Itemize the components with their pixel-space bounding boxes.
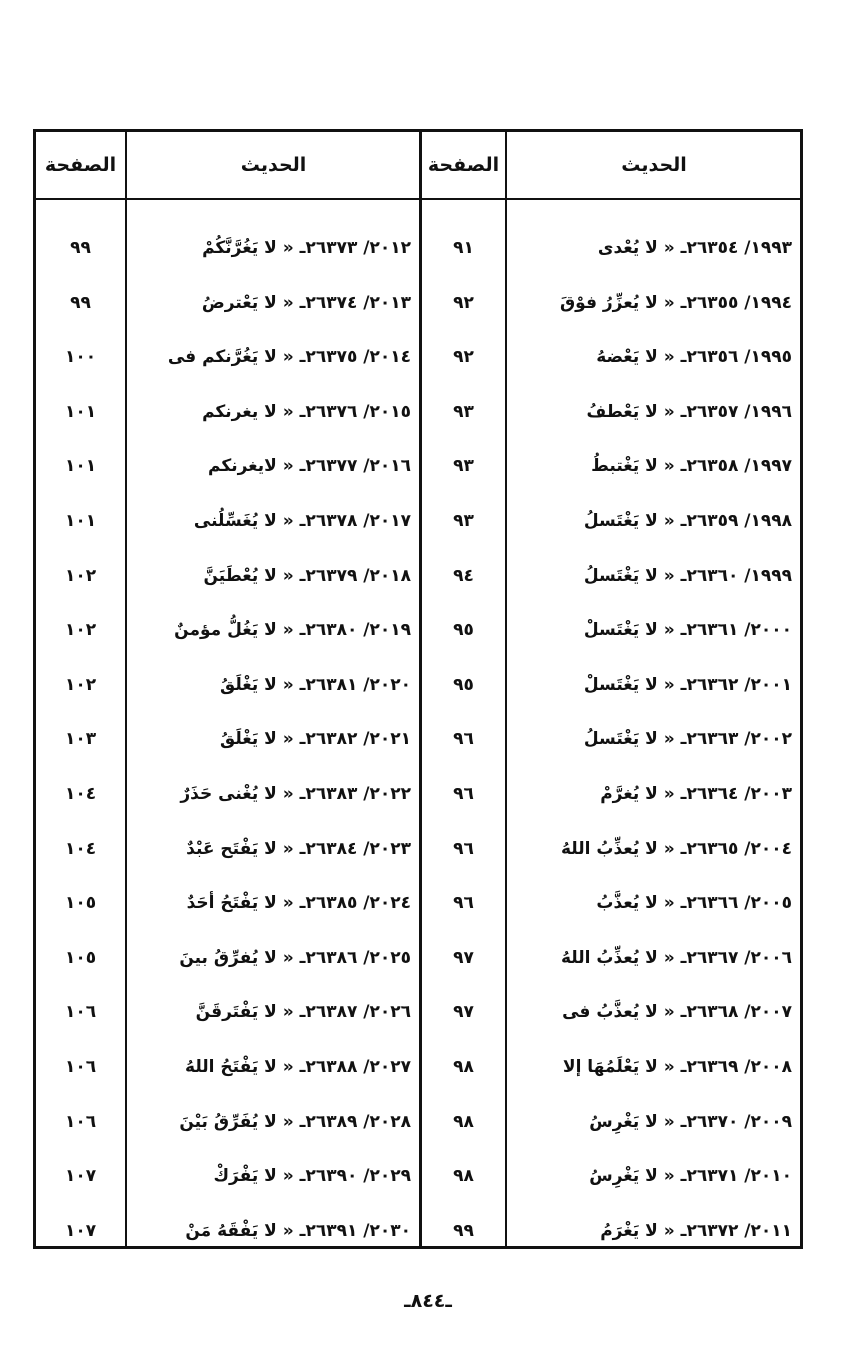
table-row — [36, 1213, 800, 1249]
table-row — [36, 667, 800, 703]
hadith-entry: ٢٠٠٩/ ٢٦٣٧٠ـ « لا يَغْرِسُ — [589, 1111, 792, 1132]
page-number-cell: ١٠٧ — [64, 1166, 97, 1187]
table-row — [36, 994, 800, 1030]
page-number-cell: ١٠١ — [64, 511, 97, 531]
table-row — [36, 885, 800, 921]
page-number-cell: ٩٣ — [453, 401, 474, 422]
hadith-entry: ٢٠٢٤/ ٢٦٣٨٥ـ « لا يَفْتَحُ أحَدٌ — [186, 893, 411, 914]
page-number-cell: ١٠٤ — [64, 784, 97, 804]
hadith-entry: ٢٠٠٨/ ٢٦٣٦٩ـ « لا يَعْلَمُهَا إلا — [562, 1057, 792, 1077]
page-number-cell: ٩٣ — [453, 456, 474, 477]
hadith-entry: ٢٠٢٧/ ٢٦٣٨٨ـ « لا يَفْتَحُ اللهُ — [185, 1057, 411, 1077]
page-number-cell: ٩٦ — [453, 838, 474, 859]
page-number-cell: ٩٩ — [70, 292, 91, 313]
hadith-entry: ٢٠١٠/ ٢٦٣٧١ـ « لا يَغْرِسُ — [589, 1166, 792, 1187]
page-number-cell: ٩٣ — [453, 511, 474, 531]
page-number-cell: ١٠٢ — [64, 674, 97, 695]
header-divider — [36, 198, 800, 200]
hadith-entry: ٢٠١٥/ ٢٦٣٧٦ـ « لا يغرنكم — [202, 401, 411, 422]
page-number-cell: ١٠٥ — [64, 893, 97, 914]
page-number-cell: ٩٧ — [453, 1002, 474, 1023]
page-number-cell: ١٠٦ — [64, 1057, 97, 1077]
hadith-entry: ٢٠٠٠/ ٢٦٣٦١ـ « لا يَغْتَسلْ — [583, 620, 792, 641]
page-number-cell: ٩٧ — [453, 947, 474, 968]
table-row — [36, 394, 800, 430]
hadith-entry: ١٩٩٤/ ٢٦٣٥٥ـ « لا يُعزِّرُ فوْقَ — [559, 292, 792, 313]
page-number-cell: ٩٨ — [453, 1057, 474, 1077]
hadith-entry: ٢٠٢٠/ ٢٦٣٨١ـ « لا يَغْلَقُ — [220, 674, 411, 695]
hadith-entry: ١٩٩٨/ ٢٦٣٥٩ـ « لا يَغْتَسلُ — [583, 511, 792, 531]
table-row — [36, 285, 800, 321]
page-number-cell: ٩٩ — [453, 1220, 474, 1241]
header-page-left: الصفحة — [44, 154, 117, 176]
hadith-entry: ٢٠٢٥/ ٢٦٣٨٦ـ « لا يُفرِّقُ بينَ — [179, 947, 411, 968]
hadith-entry: ٢٠١٨/ ٢٦٣٧٩ـ « لا يُعْطَيَنَّ — [203, 565, 411, 586]
page-number-cell: ١٠٥ — [64, 947, 97, 968]
hadith-entry: ٢٠١٤/ ٢٦٣٧٥ـ « لا يَغُرَّنكم فى — [167, 347, 411, 368]
table-row — [36, 1049, 800, 1085]
hadith-entry: ٢٠١٢/ ٢٦٣٧٣ـ « لا يَغُرَّنَّكُمْ — [202, 238, 411, 258]
hadith-entry: ٢٠٣٠/ ٢٦٣٩١ـ « لا يَفْقَهُ مَنْ — [185, 1220, 411, 1241]
table-row — [36, 503, 800, 539]
page-number-cell: ٩٦ — [453, 729, 474, 750]
header-hadith-left: الحديث — [240, 154, 307, 176]
page-number-cell: ١٠٦ — [64, 1002, 97, 1023]
page-number-cell: ١٠١ — [64, 401, 97, 422]
page-number-cell: ٩٦ — [453, 784, 474, 804]
page-number-cell: ٩٥ — [453, 674, 474, 695]
header-page-right: الصفحة — [427, 154, 500, 176]
page-number-cell: ١٠٢ — [64, 620, 97, 641]
page-number-cell: ٩٨ — [453, 1111, 474, 1132]
hadith-entry: ٢٠١٧/ ٢٦٣٧٨ـ « لا يُغَسِّلُنى — [193, 511, 411, 531]
page-number-cell: ٩٨ — [453, 1166, 474, 1187]
page-number-cell: ٩٤ — [453, 565, 474, 586]
table-row — [36, 558, 800, 594]
hadith-entry: ٢٠١٩/ ٢٦٣٨٠ـ « لا يَغُلُّ مؤمنٌ — [174, 620, 411, 641]
hadith-entry: ٢٠١١/ ٢٦٣٧٢ـ « لا يَغْرَمُ — [600, 1220, 792, 1241]
hadith-entry: ٢٠٢٦/ ٢٦٣٨٧ـ « لا يَفْتَرقَنَّ — [195, 1002, 411, 1023]
page-number-cell: ١٠٤ — [64, 838, 97, 859]
hadith-entry: ٢٠٠٧/ ٢٦٣٦٨ـ « لا يُعذَّبُ فى — [562, 1002, 792, 1023]
hadith-entry: ٢٠٠٢/ ٢٦٣٦٣ـ « لا يَغْتَسلُ — [583, 729, 792, 750]
hadith-entry: ١٩٩٦/ ٢٦٣٥٧ـ « لا يَعْطفُ — [586, 401, 792, 422]
table-row — [36, 448, 800, 484]
hadith-entry: ٢٠١٦/ ٢٦٣٧٧ـ « لايغرنكم — [208, 456, 411, 477]
hadith-index-table — [33, 129, 803, 1249]
hadith-entry: ٢٠٢٣/ ٢٦٣٨٤ـ « لا يَفْتَح عَبْدٌ — [186, 838, 411, 859]
table-row — [36, 940, 800, 976]
table-row — [36, 721, 800, 757]
hadith-entry: ٢٠٠٤/ ٢٦٣٦٥ـ « لا يُعذِّبُ اللهُ — [560, 838, 792, 859]
header-hadith-right: الحديث — [621, 154, 687, 176]
page-number-cell: ١٠٦ — [64, 1111, 97, 1132]
page-number-cell: ٩٩ — [70, 238, 91, 258]
table-row — [36, 230, 800, 266]
hadith-entry: ٢٠٠٣/ ٢٦٣٦٤ـ « لا يُغرَّمْ — [600, 784, 792, 804]
hadith-entry: ٢٠٠٦/ ٢٦٣٦٧ـ « لا يُعذِّبُ اللهُ — [560, 947, 792, 968]
hadith-entry: ٢٠٢٩/ ٢٦٣٩٠ـ « لا يَفْرَكْ — [213, 1166, 411, 1187]
table-row — [36, 1104, 800, 1140]
page-number-cell: ٩٥ — [453, 620, 474, 641]
page-number-cell: ٩١ — [453, 238, 474, 258]
page-number-cell: ١٠٠ — [64, 347, 97, 368]
page-number-cell: ١٠٢ — [64, 565, 97, 586]
hadith-entry: ٢٠٢٢/ ٢٦٣٨٣ـ « لا يُغْنى حَذَرٌ — [180, 784, 411, 804]
hadith-entry: ١٩٩٩/ ٢٦٣٦٠ـ « لا يَغْتَسلُ — [583, 565, 792, 586]
page-number-cell: ١٠٧ — [64, 1220, 97, 1241]
table-row — [36, 1158, 800, 1194]
hadith-entry: ١٩٩٣/ ٢٦٣٥٤ـ « لا يُعْدى — [597, 238, 792, 258]
table-row — [36, 776, 800, 812]
page-number-cell: ٩٢ — [453, 292, 474, 313]
page-number-cell: ٩٦ — [453, 893, 474, 914]
hadith-entry: ١٩٩٥/ ٢٦٣٥٦ـ « لا يَعْضهُ — [596, 347, 792, 368]
hadith-entry: ٢٠٠١/ ٢٦٣٦٢ـ « لا يَغْتَسلْ — [583, 674, 792, 695]
table-row — [36, 339, 800, 375]
hadith-entry: ٢٠٢٨/ ٢٦٣٨٩ـ « لا يُفَرِّقُ بَيْنَ — [179, 1111, 411, 1132]
table-row — [36, 831, 800, 867]
hadith-entry: ١٩٩٧/ ٢٦٣٥٨ـ « لا يَغْتبطُ — [591, 456, 792, 477]
page-number-cell: ٩٢ — [453, 347, 474, 368]
hadith-entry: ٢٠١٣/ ٢٦٣٧٤ـ « لا يَعْترضُ — [201, 292, 411, 313]
page-number: ـ٨٤٤ـ — [404, 1290, 452, 1312]
hadith-entry: ٢٠٢١/ ٢٦٣٨٢ـ « لا يَغْلَقُ — [220, 729, 411, 750]
page-number-cell: ١٠٣ — [64, 729, 97, 750]
table-row — [36, 612, 800, 648]
hadith-entry: ٢٠٠٥/ ٢٦٣٦٦ـ « لا يُعذَّبُ — [596, 893, 792, 914]
page-number-cell: ١٠١ — [64, 456, 97, 477]
